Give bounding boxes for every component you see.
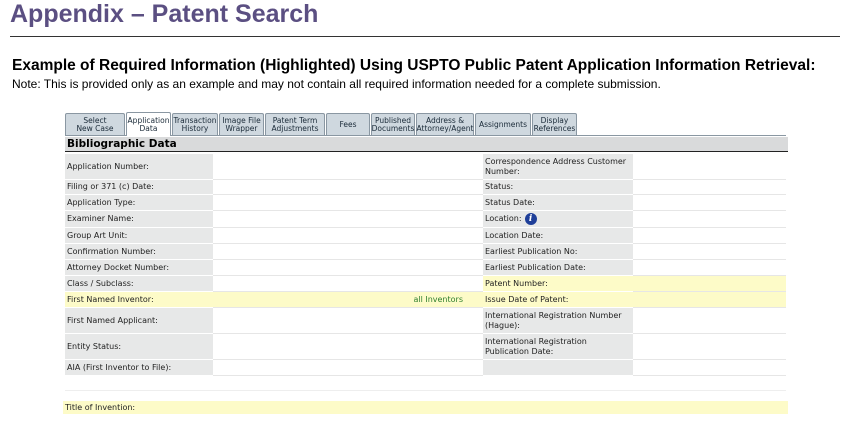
tab-label-line2: Attorney/Agent <box>416 123 474 133</box>
tab-label-line1: Application <box>127 115 170 125</box>
field-value <box>633 260 786 276</box>
tab-label-line1: Published <box>374 115 412 125</box>
tab-image-file-wrapper[interactable] <box>219 113 264 135</box>
tab-label-line2: Documents <box>371 123 415 133</box>
field-value <box>213 260 483 276</box>
section-heading: Example of Required Information (Highlighted) Using USPTO Public Patent Application Information Retrieval: <box>12 57 816 74</box>
tab-label-line1: Image File <box>222 115 261 125</box>
field-label: Correspondence Address Customer Number: <box>483 154 633 180</box>
divider <box>65 390 786 391</box>
field-value <box>213 154 483 180</box>
title-of-invention-row <box>63 401 788 414</box>
field-label: Group Art Unit: <box>65 228 213 244</box>
field-value-highlighted <box>633 276 786 292</box>
tab-label-line2: History <box>181 123 209 133</box>
field-value <box>633 180 786 195</box>
field-value <box>213 308 483 334</box>
field-label-highlighted: First Named Inventor: <box>65 292 213 308</box>
field-value <box>213 244 483 260</box>
field-label: AIA (First Inventor to File): <box>65 360 213 376</box>
field-value <box>213 360 483 376</box>
field-label: Application Number: <box>65 154 213 180</box>
field-label: Attorney Docket Number: <box>65 260 213 276</box>
field-label: Location: <box>485 214 522 223</box>
field-label: Status: <box>483 180 633 195</box>
tab-address-attorney-agent[interactable] <box>416 113 474 135</box>
field-label-highlighted: Title of Invention: <box>65 403 136 412</box>
field-label: Examiner Name: <box>65 211 213 228</box>
field-value <box>213 211 483 228</box>
field-label: Earliest Publication No: <box>483 244 633 260</box>
tab-fees[interactable] <box>326 113 370 135</box>
field-label: Earliest Publication Date: <box>483 260 633 276</box>
tab-assignments[interactable] <box>475 113 531 135</box>
field-label: Confirmation Number: <box>65 244 213 260</box>
field-value <box>213 195 483 211</box>
tab-label-line1: Transaction <box>173 115 217 125</box>
tab-transaction-history[interactable] <box>172 113 218 135</box>
tab-patent-term-adjustments[interactable] <box>265 113 325 135</box>
field-label: International Registration Number (Hague): <box>483 308 633 334</box>
tab-published-documents[interactable] <box>371 113 415 135</box>
tab-label-line1: Fees <box>339 119 357 129</box>
field-value <box>213 334 483 360</box>
tab-label-line1: Display <box>540 115 569 125</box>
field-label: Location Date: <box>483 228 633 244</box>
tab-label-line2: New Case <box>76 123 114 133</box>
title-divider <box>10 36 840 37</box>
tab-label-line1: Assignments <box>478 119 528 129</box>
field-value <box>633 154 786 180</box>
note-text: Note: This is provided only as an example and may not contain all required information needed for a complete submission. <box>12 77 661 91</box>
field-label-highlighted: Patent Number: <box>483 276 633 292</box>
field-value <box>633 228 786 244</box>
tab-label-line1: Address & <box>425 115 465 125</box>
tab-label-line2: Adjustments <box>271 123 319 133</box>
tab-label-line2: Wrapper <box>225 123 258 133</box>
info-icon[interactable]: i <box>525 213 537 225</box>
field-label: First Named Applicant: <box>65 308 213 334</box>
field-label: Application Type: <box>65 195 213 211</box>
field-value <box>633 360 786 376</box>
tab-display-references[interactable] <box>532 113 577 135</box>
field-label: Status Date: <box>483 195 633 211</box>
field-value <box>633 334 786 360</box>
field-value <box>213 228 483 244</box>
field-label: Entity Status: <box>65 334 213 360</box>
page-title: Appendix – Patent Search <box>10 0 319 28</box>
tab-label-line1: Select <box>83 115 107 125</box>
tab-underline <box>65 135 786 136</box>
field-label: International Registration Publication Date: <box>483 334 633 360</box>
field-value-highlighted <box>633 292 786 308</box>
tab-application-data[interactable] <box>126 112 171 136</box>
field-label: Filing or 371 (c) Date: <box>65 180 213 195</box>
field-value <box>213 276 483 292</box>
field-value <box>633 308 786 334</box>
field-label <box>483 360 633 376</box>
tab-label-line1: Patent Term <box>272 115 318 125</box>
tab-select-new-case[interactable] <box>65 113 125 135</box>
field-value <box>633 211 786 228</box>
location-label-cell <box>483 211 633 228</box>
all-inventors-link[interactable]: all Inventors <box>213 292 483 308</box>
field-label-highlighted: Issue Date of Patent: <box>483 292 633 308</box>
field-value <box>213 180 483 195</box>
bibliographic-data-header: Bibliographic Data <box>65 137 788 152</box>
tab-label-line2: Data <box>139 123 158 133</box>
field-label: Class / Subclass: <box>65 276 213 292</box>
field-value <box>633 195 786 211</box>
field-value <box>633 244 786 260</box>
tab-label-line2: References <box>533 123 576 133</box>
